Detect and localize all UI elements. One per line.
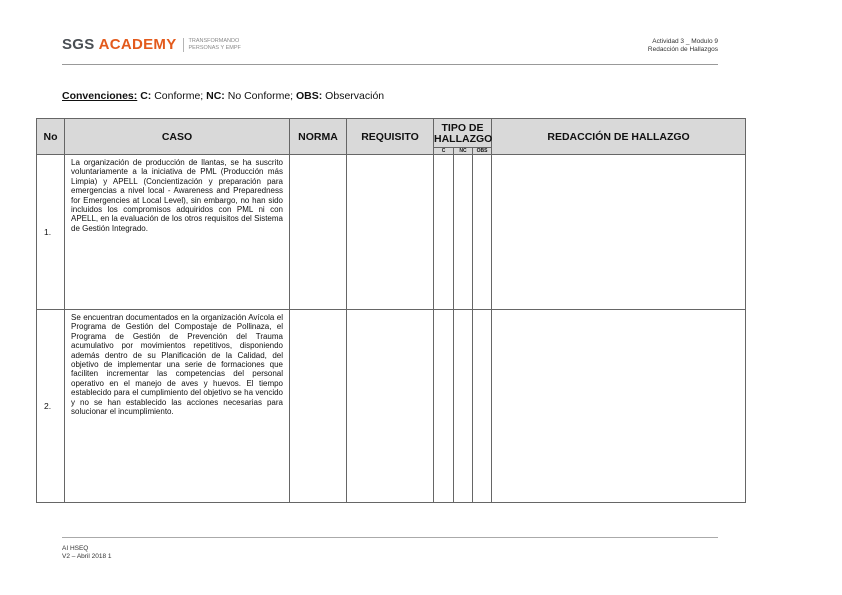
header-tipo-hallazgo: [434, 119, 492, 148]
convention-nc-code: NC:: [206, 90, 225, 102]
logo-divider: [183, 38, 184, 52]
case-description: Se encuentran documentados en la organización Avícola el Programa de Gestión del Compostaje de Pollinaza, el Programa de Gestión de Prevención del Trauma acumulativo por movimientos repetitivos, disponiendo además dentro de su Planificación de la Calidad, del objetivo de implementar una serie de formaciones que faciliten incrementar las competencias del personal operativo en el manejo de aves y huevos. El tiempo establecido para el cumplimiento del objetivo se ha vencido y no se han establecido las acciones necesarias para solucionar el incumplimiento.: [65, 310, 290, 503]
conventions-title: Convenciones:: [62, 90, 138, 102]
header-tipo-line1: TIPO DE: [441, 122, 484, 134]
header-tipo-line2: HALLAZGO: [434, 133, 493, 145]
header-no: No: [37, 119, 65, 155]
footer-line1: AI HSEQ: [62, 545, 89, 552]
obs-cell[interactable]: [473, 310, 492, 503]
conventions-legend: [62, 90, 384, 102]
nc-cell[interactable]: [454, 310, 473, 503]
convention-c-text: Conforme;: [151, 90, 207, 102]
requisito-cell[interactable]: [347, 310, 434, 503]
norma-cell[interactable]: [290, 155, 347, 310]
obs-cell[interactable]: [473, 155, 492, 310]
c-cell[interactable]: [434, 310, 454, 503]
activity-label: Actividad 3 _ Modulo 9: [652, 38, 718, 45]
findings-table: [36, 118, 746, 503]
convention-obs-code: OBS:: [296, 90, 323, 102]
logo-sgs-text: SGS: [62, 36, 95, 53]
sgs-academy-logo: [62, 36, 241, 53]
table-row: [37, 155, 746, 310]
header-nc: NC: [454, 148, 473, 155]
header-divider: [62, 64, 718, 65]
activity-subtitle: Redacción de Hallazgos: [647, 46, 718, 53]
table-row: [37, 310, 746, 503]
row-number: 1.: [37, 155, 65, 310]
footer-divider: [62, 537, 718, 538]
logo-tagline-line2: PERSONAS Y EMPF: [188, 44, 241, 51]
header-obs: OBS: [473, 148, 492, 155]
c-cell[interactable]: [434, 155, 454, 310]
header-norma: NORMA: [290, 119, 347, 155]
header-caso: CASO: [65, 119, 290, 155]
header-c: C: [434, 148, 454, 155]
row-number: 2.: [37, 310, 65, 503]
convention-c-code: C:: [140, 90, 152, 102]
page-header: [62, 36, 718, 64]
header-requisito: REQUISITO: [347, 119, 434, 155]
redaccion-cell[interactable]: [492, 155, 746, 310]
convention-obs-text: Observación: [322, 90, 385, 102]
case-description: La organización de producción de llantas, se ha suscrito voluntariamente a la iniciativa de PML (Producción más Limpia) y APELL (Concientización y preparación para emergencias a nivel local - Awareness and Preparedness for Emergencies at Local Level), sin embargo, no han sido incluidos los compromisos adquiridos con PML ni con APELL, en la evaluación de los otros requisitos del Sistema de Gestión Integrado.: [65, 155, 290, 310]
logo-tagline-line1: TRANSFORMANDO: [188, 38, 240, 44]
header-redaccion: REDACCIÓN DE HALLAZGO: [492, 119, 746, 155]
footer-line2: V2 – Abril 2018 1: [62, 553, 112, 560]
header-activity-info: [648, 38, 718, 54]
redaccion-cell[interactable]: [492, 310, 746, 503]
logo-tagline: [189, 38, 241, 51]
page-footer: [62, 545, 112, 561]
logo-academy-text: ACADEMY: [98, 36, 177, 53]
nc-cell[interactable]: [454, 155, 473, 310]
requisito-cell[interactable]: [347, 155, 434, 310]
convention-nc-text: No Conforme;: [224, 90, 297, 102]
norma-cell[interactable]: [290, 310, 347, 503]
